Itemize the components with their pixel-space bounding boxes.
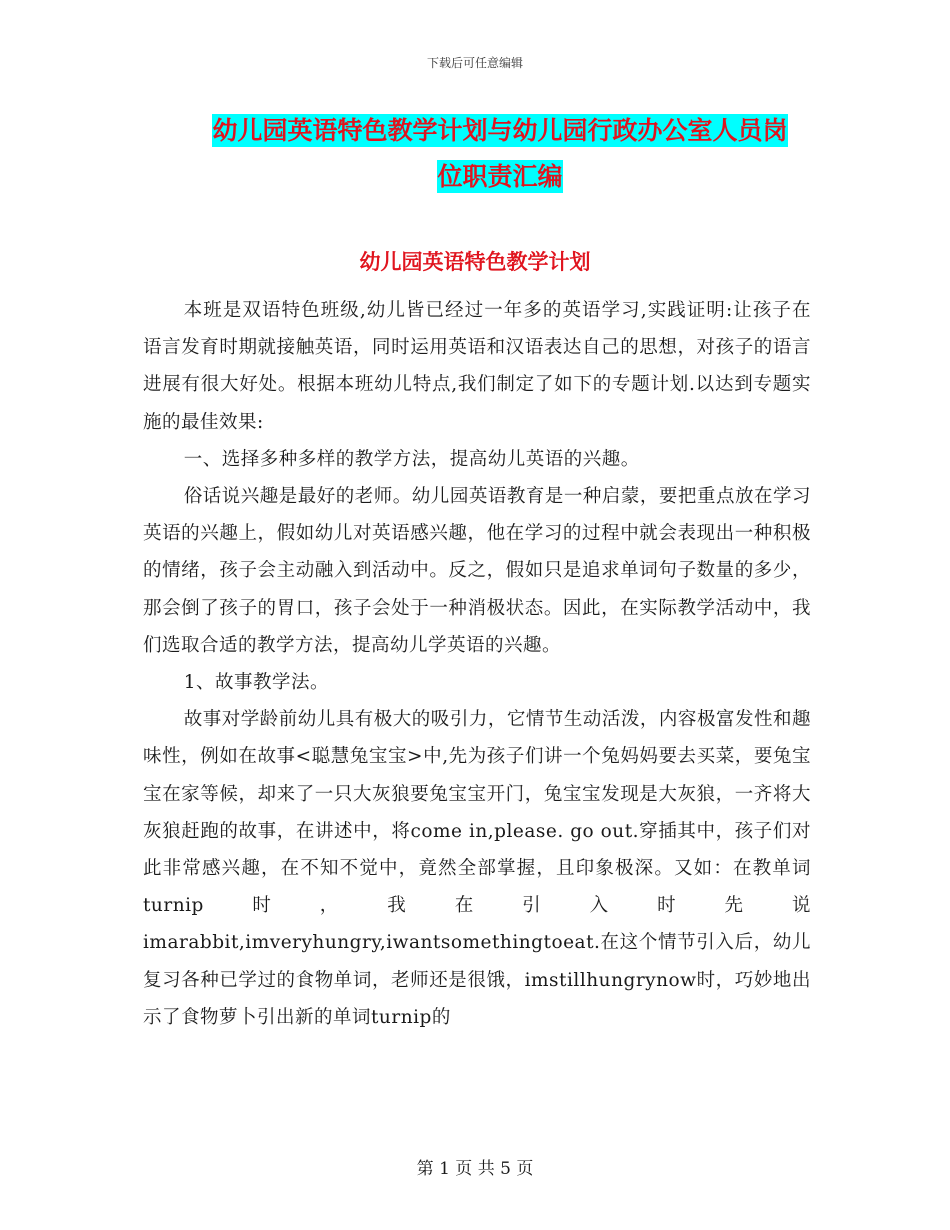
paragraph-story-method: 故事对学龄前幼儿具有极大的吸引力，它情节生动活泼，内容极富发性和趣味性，例如在故事<聪慧兔宝宝>中,先为孩子们讲一个兔妈妈要去买菜，要兔宝宝在家等候，却来了一只大灰狼要兔宝宝开门，兔宝宝发现是大灰狼，一齐将大灰狼赶跑的故事，在讲述中，将come in,please. go out.穿插其中，孩子们对此非常感兴趣，在不知不觉中，竟然全部掌握，且印象极深。又如：在教单词turnip时，我在引入时先说imarabbit,imveryhungry,iwantsomethingtoeat.在这个情节引入后，幼儿复习各种已学过的食物单词，老师还是很饿，imstillhungrynow时，巧妙地出示了食物萝卜引出新的单词turnip的 xyxy=(143,709,811,1028)
document-title xyxy=(150,108,850,200)
section-title: 幼儿园英语特色教学计划 xyxy=(359,250,591,274)
paragraph-interest: 俗话说兴趣是最好的老师。幼儿园英语教育是一种启蒙，要把重点放在学习英语的兴趣上，假如幼儿对英语感兴趣，他在学习的过程中就会表现出一种积极的情绪，孩子会主动融入到活动中。反之，假如只是追求单词句子数量的多少，那会倒了孩子的胃口，孩子会处于一种消极状态。因此，在实际教学活动中，我们选取合适的教学方法，提高幼儿学英语的兴趣。 xyxy=(143,486,811,656)
paragraph-intro: 本班是双语特色班级,幼儿皆已经过一年多的英语学习,实践证明:让孩子在语言发育时期就接触英语，同时运用英语和汉语表达自己的思想，对孩子的语言进展有很大好处。根据本班幼儿特点,我们制定了如下的专题计划.以达到专题实施的最佳效果: xyxy=(143,300,811,433)
page-footer: 第 1 页 共 5 页 xyxy=(416,1159,534,1179)
paragraph-subheading-1: 1、故事教学法。 xyxy=(183,672,329,694)
document-body xyxy=(143,292,811,1036)
page-header-note: 下载后可任意编辑 xyxy=(426,56,523,70)
paragraph-heading-1: 一、选择多种多样的教学方法，提高幼儿英语的兴趣。 xyxy=(183,448,640,470)
document-title-line1: 幼儿园英语特色教学计划与幼儿园行政办公室人员岗 xyxy=(212,116,788,145)
document-title-line2: 位职责汇编 xyxy=(437,162,563,191)
